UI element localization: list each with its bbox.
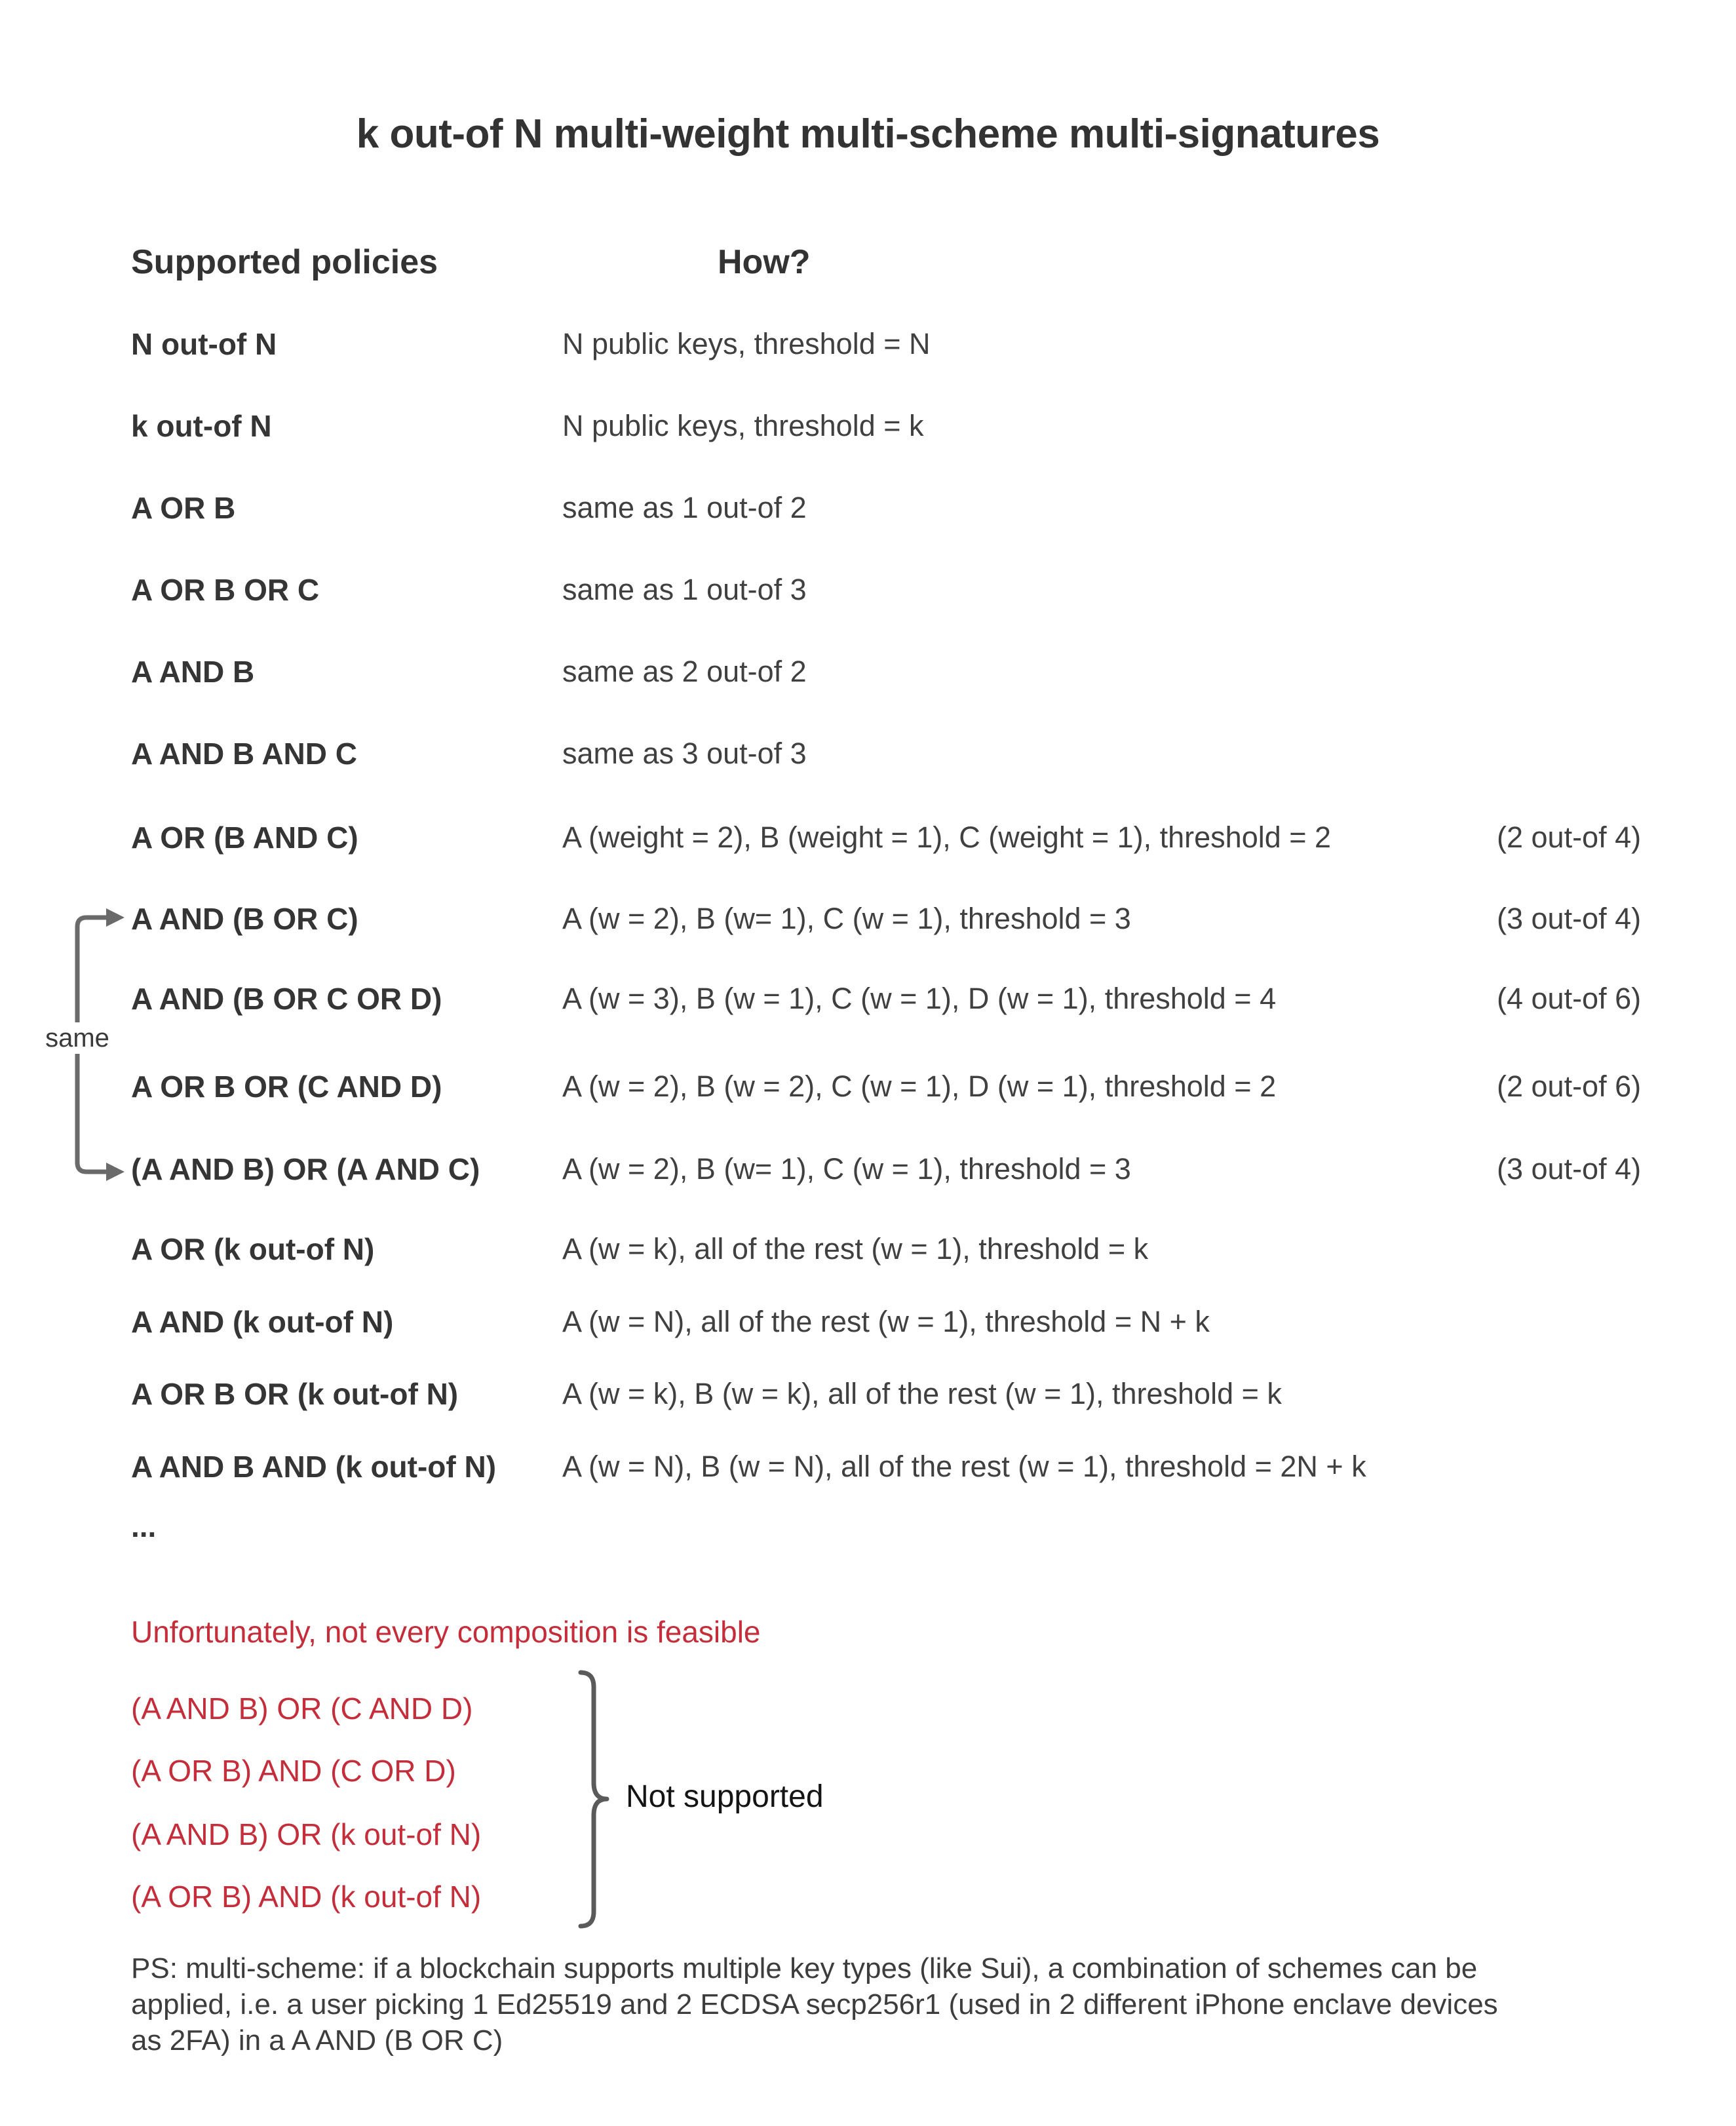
- table-row: [0, 1068, 1736, 1106]
- column-header-policies: Supported policies: [131, 243, 438, 281]
- how-text: A (w = k), B (w = k), all of the rest (w = 1), threshold = k: [562, 1377, 1282, 1410]
- ps-line: PS: multi-scheme: if a blockchain supports multiple key types (like Sui), a combination of schemes can be: [131, 1952, 1478, 1984]
- table-row: [0, 653, 1736, 691]
- equivalence-note: (3 out-of 4): [1497, 1152, 1642, 1186]
- table-row: [0, 571, 1736, 609]
- how-text: A (w = 3), B (w = 1), C (w = 1), D (w = 1), threshold = 4: [562, 982, 1277, 1015]
- not-supported-label: Not supported: [626, 1779, 824, 1814]
- arrow-right-icon: [106, 1163, 125, 1181]
- table-row: [0, 1375, 1736, 1413]
- table-row: [0, 900, 1736, 938]
- infeasible-item: (A OR B) AND (C OR D): [131, 1754, 456, 1788]
- policy-label: k out-of N: [131, 409, 272, 443]
- how-text: same as 1 out-of 2: [562, 491, 807, 524]
- policy-label: A OR B OR (k out-of N): [131, 1377, 459, 1411]
- table-row: [0, 980, 1736, 1018]
- policy-label: A OR B OR C: [131, 573, 320, 607]
- table-row: [0, 325, 1736, 363]
- table-row: [0, 735, 1736, 773]
- how-text: A (w = 2), B (w= 1), C (w = 1), threshold = 3: [562, 902, 1131, 935]
- ellipsis: ...: [131, 1509, 157, 1543]
- column-header-how: How?: [718, 243, 811, 281]
- table-row: [0, 1150, 1736, 1188]
- how-text: N public keys, threshold = N: [562, 327, 931, 360]
- infeasible-item: (A OR B) AND (k out-of N): [131, 1880, 482, 1914]
- policy-label: A OR B: [131, 491, 236, 525]
- policy-label: A AND B: [131, 655, 255, 689]
- table-row: [0, 1303, 1736, 1341]
- equivalence-note: (2 out-of 6): [1497, 1070, 1642, 1103]
- policy-label: A OR B OR (C AND D): [131, 1070, 442, 1104]
- policy-label: A OR (k out-of N): [131, 1232, 375, 1266]
- how-text: A (weight = 2), B (weight = 1), C (weight = 1), threshold = 2: [562, 821, 1332, 854]
- policy-label: (A AND B) OR (A AND C): [131, 1152, 480, 1186]
- how-text: A (w = N), B (w = N), all of the rest (w = 1), threshold = 2N + k: [562, 1450, 1366, 1483]
- policy-label: A AND B AND C: [131, 737, 357, 771]
- policy-label: A AND (k out-of N): [131, 1305, 394, 1339]
- how-text: same as 1 out-of 3: [562, 573, 807, 606]
- ps-line: applied, i.e. a user picking 1 Ed25519 and 2 ECDSA secp256r1 (used in 2 different iPhone enclave devices: [131, 1988, 1498, 2020]
- infeasible-item: (A AND B) OR (C AND D): [131, 1691, 473, 1726]
- table-row: [0, 407, 1736, 445]
- how-text: A (w = N), all of the rest (w = 1), threshold = N + k: [562, 1305, 1210, 1338]
- equivalence-note: (4 out-of 6): [1497, 982, 1642, 1015]
- how-text: A (w = 2), B (w = 2), C (w = 1), D (w = 1), threshold = 2: [562, 1070, 1277, 1103]
- table-row: [0, 819, 1736, 857]
- curly-brace-icon: [575, 1670, 615, 1932]
- ps-note: [131, 1950, 1498, 2058]
- infeasible-item: (A AND B) OR (k out-of N): [131, 1817, 482, 1851]
- equivalence-note: (2 out-of 4): [1497, 821, 1642, 854]
- how-text: same as 2 out-of 2: [562, 655, 807, 688]
- infeasible-heading: Unfortunately, not every composition is feasible: [131, 1615, 761, 1649]
- policy-label: A AND (B OR C OR D): [131, 982, 442, 1016]
- arrow-right-icon: [106, 908, 125, 927]
- ps-line: as 2FA) in a A AND (B OR C): [131, 2024, 503, 2057]
- how-text: same as 3 out-of 3: [562, 737, 807, 770]
- table-row: [0, 1230, 1736, 1268]
- policy-label: A OR (B AND C): [131, 821, 358, 855]
- page-title: k out-of N multi-weight multi-scheme multi-signatures: [356, 111, 1380, 157]
- equivalence-note: (3 out-of 4): [1497, 902, 1642, 935]
- how-text: A (w = k), all of the rest (w = 1), threshold = k: [562, 1232, 1149, 1266]
- policy-label: A AND (B OR C): [131, 902, 358, 936]
- policy-label: N out-of N: [131, 327, 277, 361]
- how-text: N public keys, threshold = k: [562, 409, 924, 442]
- same-label: same: [38, 1022, 117, 1054]
- how-text: A (w = 2), B (w= 1), C (w = 1), threshold = 3: [562, 1152, 1131, 1186]
- table-row: [0, 1448, 1736, 1486]
- policy-label: A AND B AND (k out-of N): [131, 1450, 497, 1484]
- table-row: [0, 489, 1736, 527]
